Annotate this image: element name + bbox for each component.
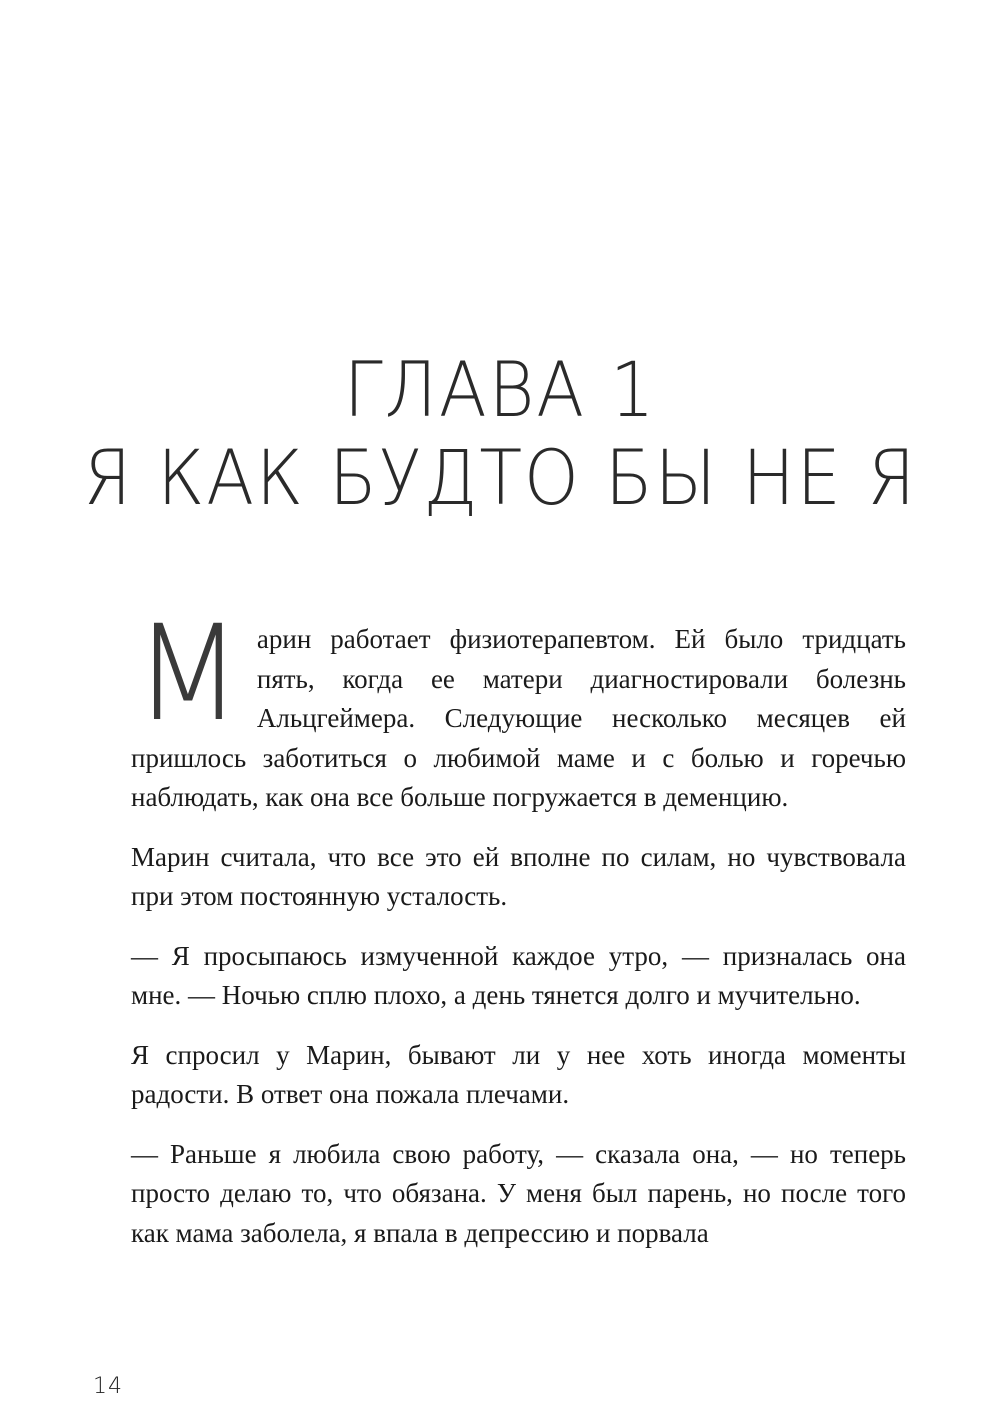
- paragraph-2: Марин считала, что все это ей вполне по силам, но чувствовала при этом постоянную усталость.: [131, 841, 906, 911]
- chapter-label: ГЛАВА 1: [343, 345, 657, 434]
- chapter-title: Я КАК БУДТО БЫ НЕ Я: [82, 433, 918, 522]
- paragraph-5: — Раньше я любила свою работу, — сказала она, — но теперь просто делаю то, что обязана. У меня был парень, но после того как мама заболела, я впала в депрессию и порвала: [131, 1138, 906, 1248]
- chapter-body: [131, 597, 906, 1273]
- paragraph-1-text: арин работает физиотерапевтом. Ей было тридцать пять, когда ее матери диагностировали болезнь Альцгеймера. Следующие несколько месяцев ей пришлось заботиться о любимой маме и с болью и горечью наблюдать, как она все больше погружается в деменцию.: [131, 624, 906, 812]
- page-number: 14: [93, 1374, 123, 1399]
- drop-cap: М: [133, 597, 243, 751]
- paragraph-4: Я спросил у Марин, бывают ли у нее хоть иногда моменты радости. В ответ она пожала плечами.: [131, 1039, 906, 1109]
- paragraph-3: — Я просыпаюсь измученной каждое утро, — призналась она мне. — Ночью сплю плохо, а день тянется долго и мучительно.: [131, 940, 906, 1010]
- paragraph-1: [131, 597, 906, 818]
